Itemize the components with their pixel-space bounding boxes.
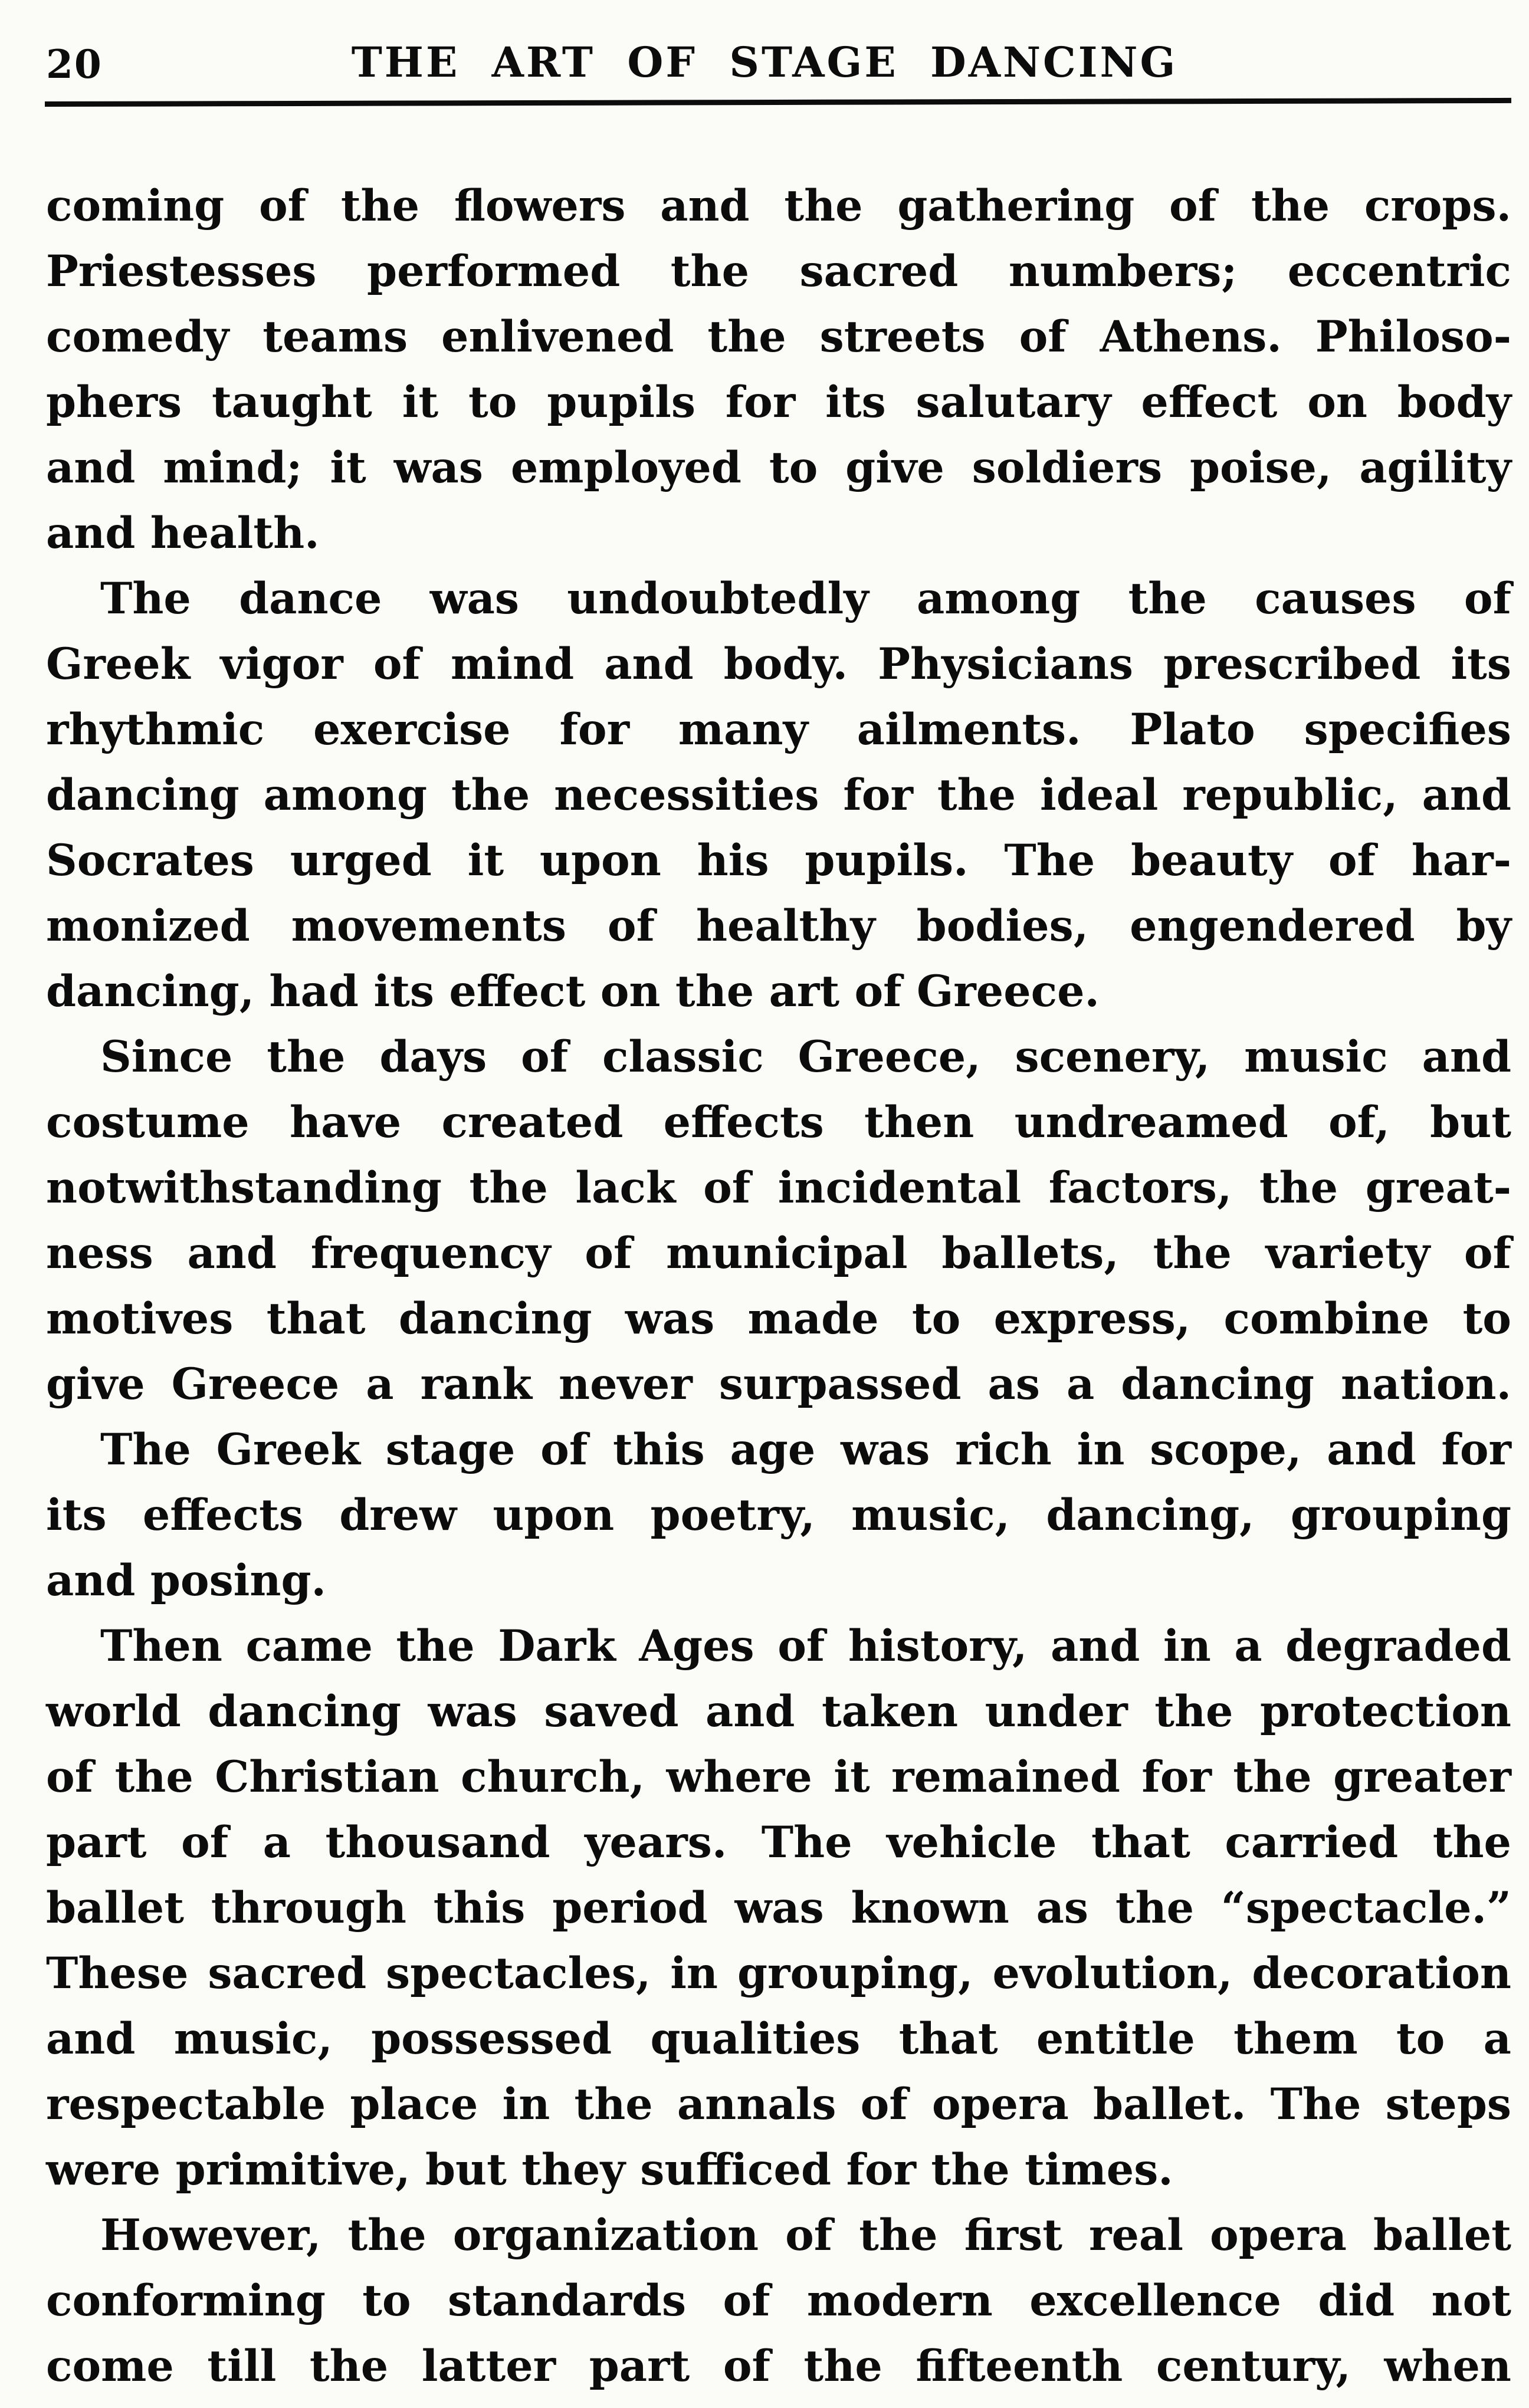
text-line: ballet through this period was known as the “spectacle.” [46, 1883, 1511, 1933]
text-line: motives that dancing was made to express, combine to [46, 1293, 1511, 1344]
text-line: Priestesses performed the sacred numbers; eccentric [46, 246, 1511, 297]
text-line: costume have created effects then undreamed of, but [46, 1097, 1511, 1148]
text-line: Then came the Dark Ages of history, and in a degraded [100, 1621, 1511, 1671]
text-line: rhythmic exercise for many ailments. Plato specifies [46, 704, 1511, 755]
text-line: comedy teams enlivened the streets of Athens. Philoso- [46, 311, 1511, 362]
text-line: and health. [46, 508, 320, 559]
text-line: However, the organization of the first real opera ballet [100, 2210, 1511, 2261]
text-line: These sacred spectacles, in grouping, evolution, decoration [46, 1948, 1511, 1999]
paragraph [46, 1614, 1511, 2203]
text-line: part of a thousand years. The vehicle that carried the [46, 1817, 1511, 1868]
text-line: its effects drew upon poetry, music, dancing, grouping [46, 1490, 1511, 1540]
text-line: phers taught it to pupils for its salutary effect on body [46, 377, 1511, 428]
text-line: ness and frequency of municipal ballets, the variety of [46, 1228, 1511, 1279]
paragraph [46, 566, 1511, 1024]
text-line: The dance was undoubtedly among the causes of [100, 573, 1511, 624]
text-line: respectable place in the annals of opera ballet. The steps [46, 2079, 1511, 2130]
text-line: of the Christian church, where it remained for the greater [46, 1752, 1511, 1802]
text-line: Greek vigor of mind and body. Physicians prescribed its [46, 639, 1511, 689]
text-line: The Greek stage of this age was rich in scope, and for [100, 1424, 1511, 1475]
paragraph [46, 173, 1511, 566]
text-line: dancing among the necessities for the ideal republic, and [46, 770, 1511, 820]
text-line: monized movements of healthy bodies, engendered by [46, 901, 1511, 951]
paragraph [46, 1024, 1511, 1417]
body-text [46, 173, 1511, 2399]
text-line: and posing. [46, 1555, 326, 1606]
text-line: Socrates urged it upon his pupils. The beauty of har- [46, 835, 1511, 886]
text-line: Since the days of classic Greece, scenery, music and [100, 1031, 1511, 1082]
paragraph [46, 2203, 1511, 2399]
text-line: coming of the flowers and the gathering of the crops. [46, 180, 1511, 231]
running-header [0, 38, 1529, 85]
text-line: notwithstanding the lack of incidental factors, the great- [46, 1162, 1511, 1213]
text-line: give Greece a rank never surpassed as a dancing nation. [46, 1359, 1511, 1410]
text-line: world dancing was saved and taken under the protection [46, 1686, 1511, 1737]
text-line: and music, possessed qualities that entitle them to a [46, 2013, 1511, 2064]
text-line: and mind; it was employed to give soldiers poise, agility [46, 442, 1511, 493]
text-line: conforming to standards of modern excellence did not [46, 2275, 1511, 2326]
running-title: THE ART OF STAGE DANCING [351, 38, 1178, 87]
text-line: were primitive, but they sufficed for the times. [46, 2144, 1173, 2195]
text-line: come till the latter part of the fifteenth century, when [46, 2341, 1511, 2391]
page-number: 20 [46, 41, 103, 87]
paragraph [46, 1417, 1511, 1614]
text-line: dancing, had its effect on the art of Greece. [46, 966, 1100, 1017]
header-rule [45, 98, 1511, 107]
